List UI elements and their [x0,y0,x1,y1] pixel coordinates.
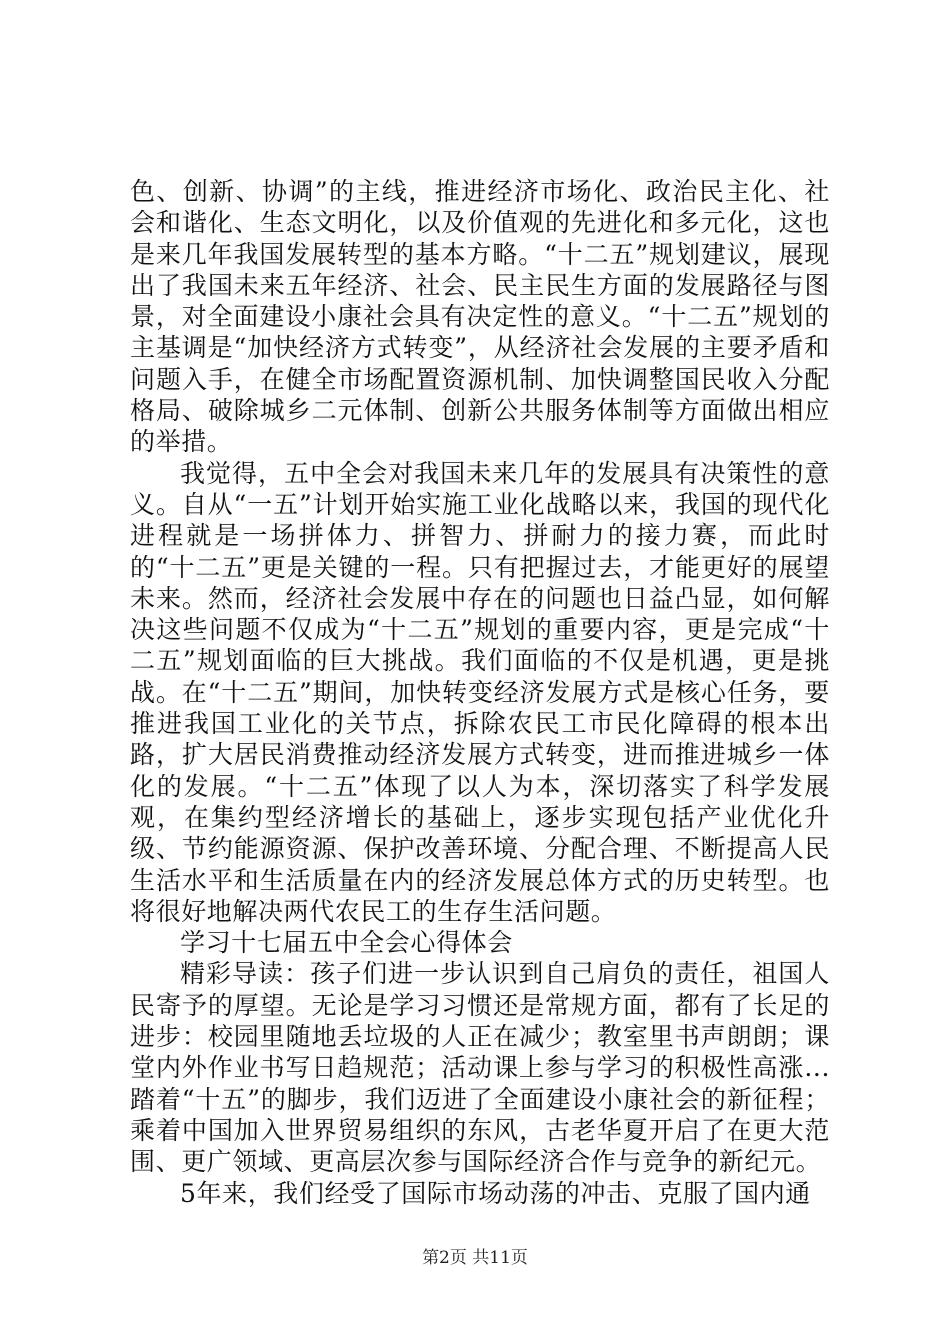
paragraph-intro: 精彩导读：孩子们进一步认识到自己肩负的责任，祖国人民寄予的厚望。无论是学习习惯还是常规方面，都有了长足的进步：校园里随地丢垃圾的人正在减少；教室里书声朗朗；课堂内外作业书写日趋规范；活动课上参与学习的积极性高涨...踏着“十五”的脚步，我们迈进了全面建设小康社会的新征程；乘着中国加入世界贸易组织的东风，古老华夏开启了在更大范围、更广领域、更高层次参与国际经济合作与竞争的新纪元。 [130,959,830,1177]
section-heading: 学习十七届五中全会心得体会 [180,928,513,958]
paragraph-continued: 色、创新、协调”的主线，推进经济市场化、政治民主化、社会和谐化、生态文明化，以及价值观的先进化和多元化，这也是来几年我国发展转型的基本方略。“十二五”规划建议，展现出了我国未来五年经济、社会、民主民生方面的发展路径与图景，对全面建设小康社会具有决定性的意义。“十二五”规划的主基调是“加快经济方式转变”，从经济社会发展的主要矛盾和问题入手，在健全市场配置资源机制、加快调整国民收入分配格局、破除城乡二元体制、创新公共服务体制等方面做出相应的举措。 [130,177,830,457]
page-number-footer: 第2页 共11页 [422,1248,528,1268]
document-body [130,176,830,1209]
paragraph-five-years: 5年来，我们经受了国际市场动荡的冲击、克服了国内通 [180,1178,811,1208]
paragraph-opinion: 我觉得，五中全会对我国未来几年的发展具有决策性的意义。自从“一五”计划开始实施工业化战略以来，我国的现代化进程就是一场拼体力、拼智力、拼耐力的接力赛，而此时的“十二五”更是关键的一程。只有把握过去，才能更好的展望未来。然而，经济社会发展中存在的问题也日益凸显，如何解决这些问题不仅成为“十二五”规划的重要内容，更是完成“十二五”规划面临的巨大挑战。我们面临的不仅是机遇，更是挑战。在“十二五”期间，加快转变经济发展方式是核心任务，要推进我国工业化的关节点，拆除农民工市民化障碍的根本出路，扩大居民消费推动经济发展方式转变，进而推进城乡一体化的发展。“十二五”体现了以人为本，深切落实了科学发展观，在集约型经济增长的基础上，逐步实现包括产业优化升级、节约能源资源、保护改善环境、分配合理、不断提高人民生活水平和生活质量在内的经济发展总体方式的历史转型。也将很好地解决两代农民工的生存生活问题。 [130,458,830,926]
